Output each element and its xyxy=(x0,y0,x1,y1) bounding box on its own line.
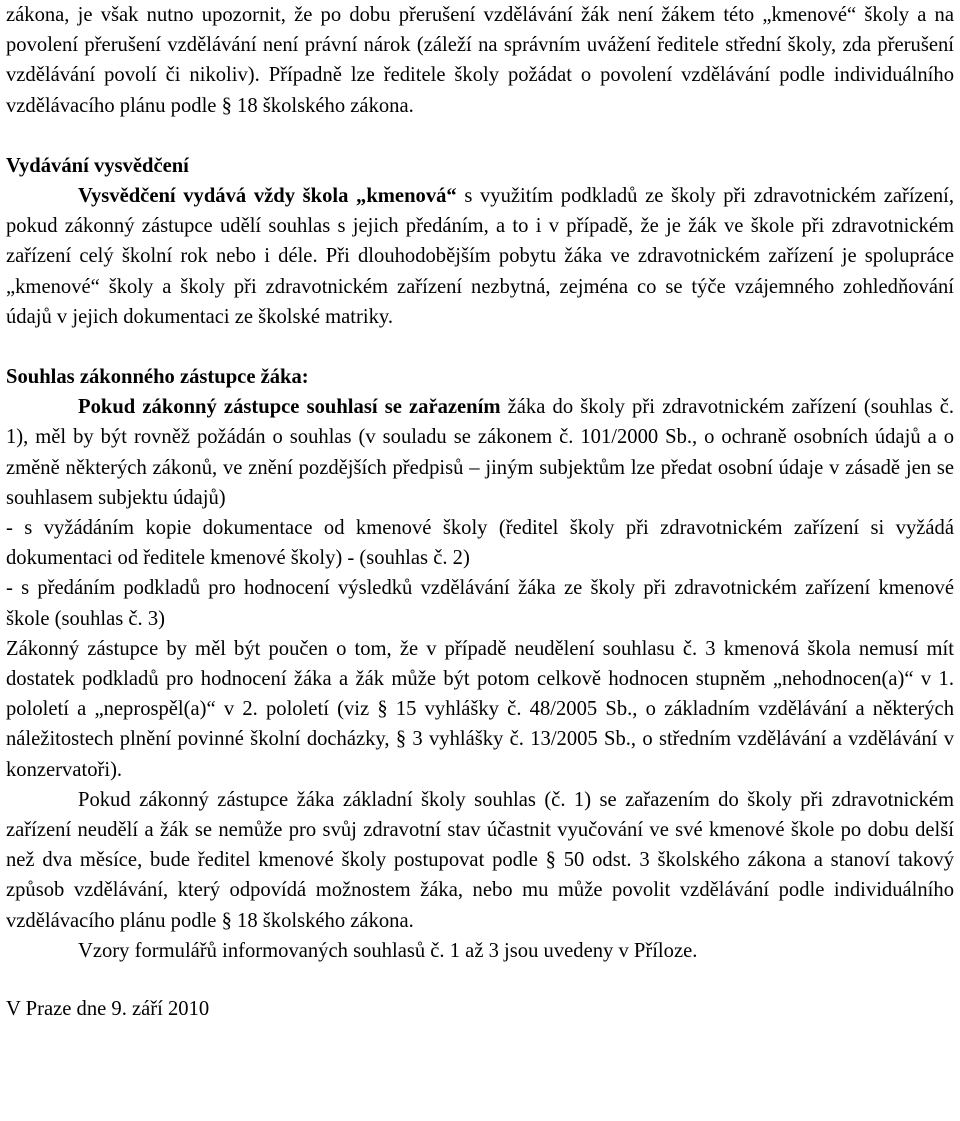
spacer xyxy=(6,332,954,362)
consent-item-handover: - s předáním podkladů pro hodnocení výsledků vzdělávání žáka ze školy při zdravotnickém zařízení kmenové škole (souhlas č. 3) xyxy=(6,577,954,630)
intro-paragraph: zákona, je však nutno upozornit, že po dobu přerušení vzdělávání žák není žákem této „kmenové“ školy a na povolení přerušení vzdělávání není právní nárok (záleží na správním uvážení ředitele střední školy, zda přerušení vzdělávání povolí či nikoliv). Případně lze ředitele školy požádat o povolení vzdělávání podle individuálního vzdělávacího plánu podle § 18 školského zákona. xyxy=(6,4,954,117)
certificate-heading: Vydávání vysvědčení xyxy=(6,154,189,177)
document-page xyxy=(6,0,954,1024)
consent-forms-paragraph: Vzory formulářů informovaných souhlasů č. 1 až 3 jsou uvedeny v Příloze. xyxy=(78,939,698,962)
consent-lead: Pokud zákonný zástupce souhlasí se zařazením xyxy=(78,396,501,419)
consent-paragraph xyxy=(6,392,954,513)
certificate-text: s využitím podkladů ze školy při zdravotnickém zařízení, pokud zákonný zástupce udělí souhlas s jejich předáním, a to i v případě, že je žák ve škole při zdravotnickém zařízení celý školní rok nebo i déle. Při dlouhodobějším pobytu žáka ve zdravotnickém zařízení je spolupráce „kmenové“ školy a školy při zdravotnickém zařízení nezbytná, zejména co se týče vzájemného zohledňování údajů v jejich dokumentaci ze školské matriky. xyxy=(6,185,954,328)
certificate-lead: Vysvědčení vydává vždy škola „kmenová“ xyxy=(78,185,457,208)
spacer xyxy=(6,121,954,151)
consent-primary-paragraph: Pokud zákonný zástupce žáka základní školy souhlas (č. 1) se zařazením do školy při zdravotnickém zařízení neudělí a žák se nemůže pro svůj zdravotní stav účastnit vyučování ve své kmenové škole po dobu delší než dva měsíce, bude ředitel kmenové školy postupovat podle § 50 odst. 3 školského zákona a stanoví takový způsob vzdělávání, který odpovídá možnostem žáka, nebo mu může povolit vzdělávání podle individuálního vzdělávacího plánu podle § 18 školského zákona. xyxy=(6,788,954,932)
place-date: V Praze dne 9. září 2010 xyxy=(6,998,210,1021)
consent-heading: Souhlas zákonného zástupce žáka: xyxy=(6,366,309,389)
certificate-paragraph xyxy=(6,181,954,332)
consent-item-copy: - s vyžádáním kopie dokumentace od kmenové školy (ředitel školy při zdravotnickém zařízení si vyžádá dokumentaci od ředitele kmenové školy) - (souhlas č. 2) xyxy=(6,517,954,570)
consent-refusal-paragraph: Zákonný zástupce by měl být poučen o tom, že v případě neudělení souhlasu č. 3 kmenová škola nemusí mít dostatek podkladů pro hodnocení žáka a žák může být potom celkově hodnocen stupněm „nehodnocen(a)“ v 1. pololetí a „neprospěl(a)“ v 2. pololetí (viz § 15 vyhlášky č. 48/2005 Sb., o základním vzdělávání a některých náležitostech plnění povinné školní docházky, § 3 vyhlášky č. 13/2005 Sb., o středním vzdělávání a vzdělávání v konzervatoři). xyxy=(6,637,954,781)
consent-text: žáka do školy při zdravotnickém zařízení (souhlas č. 1), měl by být rovněž požádán o souhlas (v souladu se zákonem č. 101/2000 Sb., o ochraně osobních údajů a o změně některých zákonů, ve znění pozdějších předpisů – jiným subjektům lze předat osobní údaje v zásadě jen se souhlasem subjektu údajů) xyxy=(6,396,954,509)
